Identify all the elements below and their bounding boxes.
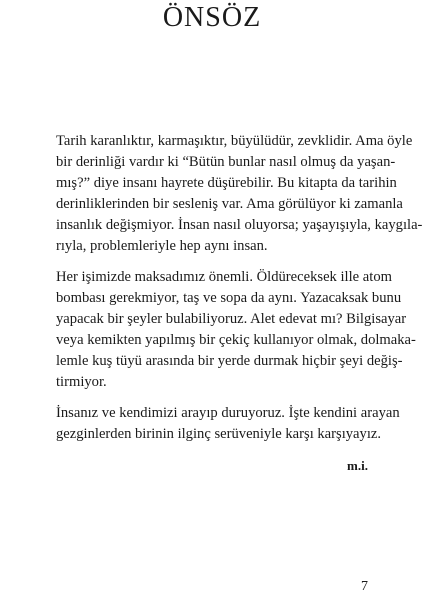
author-initials: m.i. (347, 458, 368, 473)
text-line: gezginlerden birinin ilginç serüveniyle karşı karşıyayız. (56, 426, 382, 442)
paragraph-3 (56, 403, 400, 445)
text-line: Tarih karanlıktır, karmaşıktır, büyülüdür, zevklidir. Ama öyle (56, 133, 413, 149)
text-line: bombası gerekmiyor, taş ve sopa da aynı. Yazacaksak bunu (56, 290, 402, 306)
text-line: lemle kuş tüyü arasında bir yerde durmak hiçbir şeyi değiş- (56, 353, 403, 369)
text-line: tirmiyor. (56, 374, 107, 390)
text-line: İnsanız ve kendimizi arayıp duruyoruz. İşte kendini arayan (56, 405, 400, 421)
page-number: 7 (361, 579, 368, 594)
paragraph-2 (56, 267, 416, 393)
text-line: Her işimizde maksadımız önemli. Öldüreceksek ille atom (56, 269, 392, 285)
text-line: mış?” diye insanı hayrete düşürebilir. Bu kitapta da tarihin (56, 175, 397, 191)
paragraph-1 (56, 131, 423, 257)
page-title: ÖNSÖZ (162, 2, 262, 33)
text-line: rıyla, problemleriyle hep aynı insan. (56, 238, 268, 254)
text-line: insanlık değişmiyor. İnsan nasıl oluyorsa; yaşayışıyla, kaygıla- (56, 217, 423, 233)
text-line: bir derinliği vardır ki “Bütün bunlar nasıl olmuş da yaşan- (56, 154, 396, 170)
preface-body (56, 131, 423, 455)
text-line: derinliklerinden bir sesleniş var. Ama görülüyor ki zamanla (56, 196, 403, 212)
text-line: veya kemikten yapılmış bir çekiç kullanıyor olmak, dolmaka- (56, 332, 416, 348)
text-line: yapacak bir şeyler bulabiliyoruz. Alet edevat mı? Bilgisayar (56, 311, 407, 327)
